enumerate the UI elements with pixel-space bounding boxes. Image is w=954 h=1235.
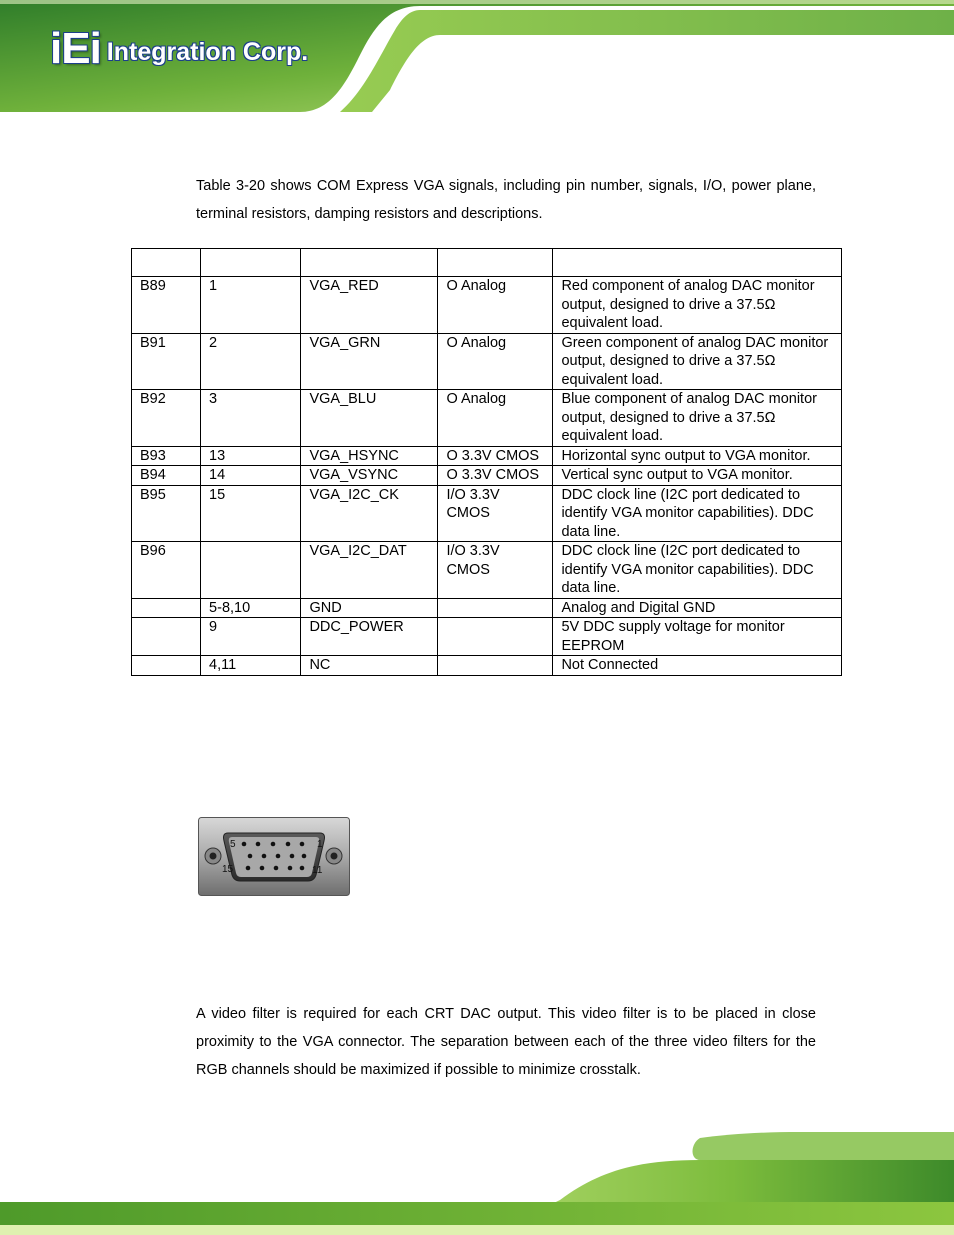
footer-banner [0,1130,954,1235]
pin-label-5: 5 [230,839,236,850]
table-row [132,598,842,618]
vga-connector-image [198,817,350,896]
cell-io [438,598,553,618]
cell-signal: VGA_GRN [301,333,438,390]
cell-description: Analog and Digital GND [553,598,842,618]
cell-board-pin [132,618,201,656]
cell-signal: NC [301,656,438,676]
table-row [132,390,842,447]
cell-connector-pin: 2 [201,333,301,390]
cell-signal: VGA_I2C_CK [301,485,438,542]
cell-signal: VGA_RED [301,277,438,334]
cell-signal: VGA_VSYNC [301,466,438,486]
cell-description: Red component of analog DAC monitor output, designed to drive a 37.5Ω equivalent load. [553,277,842,334]
table-row [132,485,842,542]
cell-io: O Analog [438,277,553,334]
cell-io: I/O 3.3V CMOS [438,542,553,599]
cell-io: I/O 3.3V CMOS [438,485,553,542]
vga-signals-table [131,248,842,676]
cell-description: Blue component of analog DAC monitor output, designed to drive a 37.5Ω equivalent load. [553,390,842,447]
table-row [132,333,842,390]
logo-sub: Integration Corp. [106,38,309,66]
cell-signal: GND [301,598,438,618]
cell-description: Horizontal sync output to VGA monitor. [553,446,842,466]
table-row [132,618,842,656]
table-row [132,542,842,599]
cell-board-pin: B96 [132,542,201,599]
cell-connector-pin: 15 [201,485,301,542]
pin-label-11: 11 [312,865,323,876]
cell-io [438,656,553,676]
cell-board-pin: B93 [132,446,201,466]
table-row [132,466,842,486]
cell-connector-pin: 4,11 [201,656,301,676]
outro-paragraph: A video filter is required for each CRT DAC output. This video filter is to be placed in close proximity to the VGA connector. The separation between each of the three video filters for the RGB channels should be maximized if possible to minimize crosstalk. [196,1006,816,1078]
table-row [132,277,842,334]
cell-description: Vertical sync output to VGA monitor. [553,466,842,486]
cell-connector-pin: 1 [201,277,301,334]
table-header-cell [132,249,201,277]
table-header-cell [553,249,842,277]
cell-description: DDC clock line (I2C port dedicated to identify VGA monitor capabilities). DDC data line. [553,485,842,542]
cell-connector-pin [201,542,301,599]
cell-board-pin: B92 [132,390,201,447]
cell-connector-pin: 14 [201,466,301,486]
cell-connector-pin: 3 [201,390,301,447]
cell-description: DDC clock line (I2C port dedicated to identify VGA monitor capabilities). DDC data line. [553,542,842,599]
cell-board-pin: B91 [132,333,201,390]
pin-label-1: 1 [317,839,323,850]
cell-signal: VGA_BLU [301,390,438,447]
cell-board-pin: B95 [132,485,201,542]
table-header-cell [201,249,301,277]
logo-main: iEi [50,24,101,73]
cell-signal: DDC_POWER [301,618,438,656]
company-logo [50,24,308,74]
cell-board-pin: B94 [132,466,201,486]
cell-signal: VGA_HSYNC [301,446,438,466]
cell-io: O Analog [438,390,553,447]
cell-io: O 3.3V CMOS [438,446,553,466]
intro-paragraph: Table 3-20 shows COM Express VGA signals, including pin number, signals, I/O, power plane, terminal resistors, damping resistors and descriptions. [196,178,816,222]
cell-connector-pin: 5-8,10 [201,598,301,618]
table-header-cell [301,249,438,277]
table-row [132,446,842,466]
cell-description: Green component of analog DAC monitor output, designed to drive a 37.5Ω equivalent load. [553,333,842,390]
cell-description: Not Connected [553,656,842,676]
cell-board-pin [132,598,201,618]
table-header-row [132,249,842,277]
cell-io: O Analog [438,333,553,390]
pin-label-15: 15 [222,864,234,875]
cell-connector-pin: 9 [201,618,301,656]
cell-io: O 3.3V CMOS [438,466,553,486]
cell-signal: VGA_I2C_DAT [301,542,438,599]
table-header-cell [438,249,553,277]
cell-description: 5V DDC supply voltage for monitor EEPROM [553,618,842,656]
cell-board-pin: B89 [132,277,201,334]
table-row [132,656,842,676]
cell-connector-pin: 13 [201,446,301,466]
cell-board-pin [132,656,201,676]
cell-io [438,618,553,656]
